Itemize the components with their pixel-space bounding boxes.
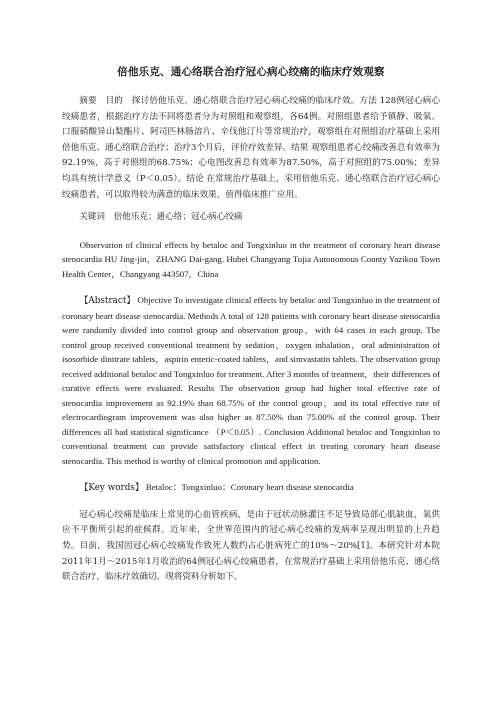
keywords-label: 【Key words】 <box>79 483 144 494</box>
chinese-keywords: 关键词 倍他乐克；通心络；冠心病心绞痛 <box>79 212 243 223</box>
english-abstract <box>62 293 440 468</box>
chinese-abstract: 摘要 目的 探讨倍他乐克、通心络联合治疗冠心病心绞痛的临床疗效。方法 128例冠心病心绞痛患者，根据治疗方法不同将患者分为对照组和观察组，各64例。对照组患者给予镇静、吸氧、口服硝酸异山梨酯片、阿司匹林肠溶片、辛伐他汀片等常规治疗，观察组在对照组治疗基础上采用倍他乐克、通心络联合治疗；治疗3个月后，评价疗效差异。结果 观察组患者心绞痛改善总有效率为92.19%，高于对照组的68.75%；心电图改善总有效率为87.50%，高于对照组的75.00%；差异均具有统计学意义（P＜0.05）。结论 在常规治疗基础上，采用倍他乐克、通心络联合治疗冠心病心绞痛患者，可以取得较为满意的临床效果，值得临床推广应用。 <box>62 96 440 200</box>
english-title-authors: Observation of clinical effects by betaloc and Tongxinluo in the treatment of coronary heart disease stenocardia HU Jing-jin，ZHANG Dai-gang. Hubei Changyang Tujia Autonomous County Yazikou Town Health Center，Changyang 443507，China <box>62 239 440 279</box>
abstract-label: 【Abstract】 <box>79 296 136 307</box>
article-title: 倍他乐克、通心络联合治疗冠心病心绞痛的临床疗效观察 <box>117 66 385 78</box>
english-abstract-text: Objective To investigate clinical effects by betaloc and Tongxinluo in the treatment of coronary heart disease stenocardia. Methods A total of 128 patients with coronary heart disease stenocardia were randomly divided into control group and observation group，with 64 cases in each group. The control group received conventional treatment by sedation，oxygen inhalation，oral administration of isosorbide dinitrate tablets，aspirin enteric-coated tablets，and simvastatin tablets. The observation group received additional betaloc and Tongxinluo for treatment. After 3 months of treatment，their differences of curative effects were evaluated. Results The observation group had higher total effective rate of stenocardia improvement as 92.19% than 68.75% of the control group，and its total effective rate of electrocardiogram improvement was also higher as 87.50% than 75.00% of the control group. Their differences all had statistical significance （P＜0.05）. Conclusion Additional betaloc and Tongxinluo to conventional treatment can provide satisfactory clinical effect in treating coronary heart disease stenocardia. This method is worthy of clinical promotion and application. <box>62 295 441 466</box>
introduction-paragraph: 冠心病心绞痛是临床上常见的心血管疾病，是由于冠状动脉灌注不足导致局部心肌缺血，氧供应不平衡所引起的症候群。近年来，全世界范围内的冠心病心绞痛的发病率呈现出明显的上升趋势。目前，我国因冠心病心绞痛发作致死人数约占心脏病死亡的10%～20%[1]。本研究针对本院2011年1月～2015年1月收治的64例冠心病心绞痛患者，在常规治疗基础上采用倍他乐克、通心络联合治疗，临床疗效确切。现将资料分析如下。 <box>62 509 440 583</box>
english-keywords-text: Betaloc；Tongxinluo；Coronary heart disease stenocardia <box>145 482 354 493</box>
english-keywords <box>62 480 440 496</box>
